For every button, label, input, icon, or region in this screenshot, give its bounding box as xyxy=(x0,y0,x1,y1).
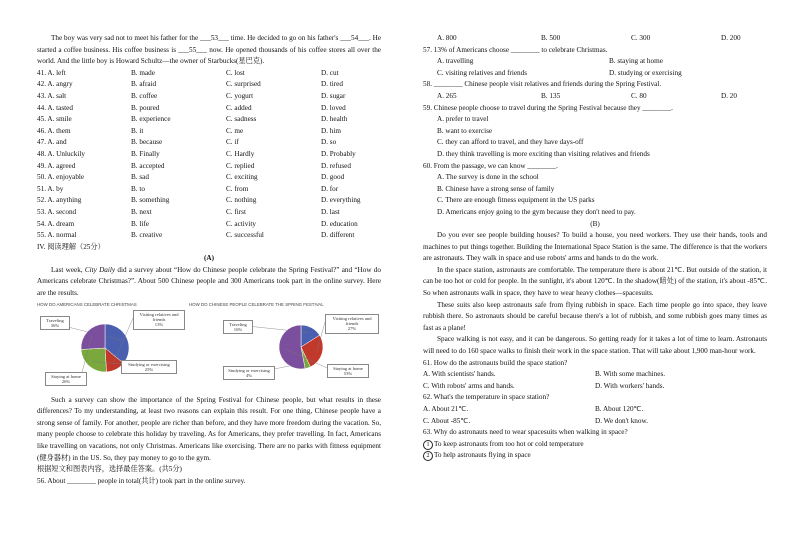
cloze-option: 54. A. dream xyxy=(37,219,75,228)
passage-b-para3: These suits also keep astronauts safe from flying rubbish in space. Each time people go into space, they leave rubbish there. So astronauts should be careful because there's a lot of rubbish, and some rubbish goes many times as fast as a plane! xyxy=(423,300,767,332)
q62-options-row2: C. About -85℃. D. We don't know. xyxy=(423,416,649,425)
cloze-row xyxy=(37,137,381,149)
chart-title: HOW DO AMERICANS CELEBRATE CHRISTMAS xyxy=(37,301,137,307)
question-58: 58. ________ Chinese people visit relatives and friends during the Spring Festival. xyxy=(423,80,662,89)
cloze-option: 45. A. smile xyxy=(37,115,72,124)
question-63: 63. Why do astronauts need to wear spacesuits when walking in space? xyxy=(423,428,628,437)
passage-a-para2: Such a survey can show the importance of the Spring Festival for Chinese people, but what results in these differences? To my understanding, at least two reasons can explain this result. For one thing, Chinese people have a strong sense of family. For another, people are richer than before, and they have more freedom during the vacation. So, many people choose to celebrate this holiday by traveling. As for Americans, they prefer travelling. In fact, Americans like travelling on vacations, not only Christmas. Americans like exercising. There are no parks with fitness equipment (健身器材) in the US. So, they pay money to go to the gym. xyxy=(37,395,381,462)
cloze-row xyxy=(37,172,381,184)
slice-label: Studying or exercising 4% xyxy=(223,366,275,381)
q56-options xyxy=(423,33,767,45)
cloze-row xyxy=(37,126,381,138)
cloze-row xyxy=(37,230,381,242)
cloze-option: B. Finally xyxy=(131,149,160,158)
cloze-option: B. made xyxy=(131,68,155,77)
cloze-option: D. health xyxy=(321,115,348,124)
cloze-option: 49. A. agreed xyxy=(37,161,76,170)
option: D. 20 xyxy=(721,91,737,100)
cloze-option: B. life xyxy=(131,219,149,228)
right-column xyxy=(423,33,767,462)
cloze-option: D. so xyxy=(321,138,337,147)
cloze-option: C. exciting xyxy=(226,173,258,182)
cloze-option: B. to xyxy=(131,184,145,193)
pie-slice xyxy=(279,325,305,369)
cloze-options xyxy=(37,68,381,242)
cloze-option: D. education xyxy=(321,219,358,228)
question-57: 57. 13% of Americans choose ________ to celebrate Christmas. xyxy=(423,45,608,54)
cloze-option: 42. A. angry xyxy=(37,80,73,89)
cloze-option: B. sad xyxy=(131,173,149,182)
q63-option-2: 2 To help astronauts flying in space xyxy=(423,450,767,462)
cloze-option: C. successful xyxy=(226,231,264,240)
option: C. 80 xyxy=(631,91,647,100)
cloze-option: B. accepted xyxy=(131,161,165,170)
cloze-option: C. nothing xyxy=(226,196,257,205)
q60-option-a: A. The survey is done in the school xyxy=(437,173,539,182)
cloze-row xyxy=(37,207,381,219)
cloze-option: C. lost xyxy=(226,68,245,77)
cloze-option: C. added xyxy=(226,103,252,112)
passage-b-para2: In the space station, astronauts are comfortable. The temperature there is about 21℃. But outside of the station, it can be too hot or cold for people. In the sunlight, it's about 120℃. In the shadow(暗处) of the station, it's about -85℃. So when astronauts walk in space, they have to wear heavy clothes—spacesuits. xyxy=(423,265,767,298)
cloze-option: B. something xyxy=(131,196,170,205)
cloze-option: B. afraid xyxy=(131,80,157,89)
cloze-option: 50. A. enjoyable xyxy=(37,173,85,182)
question-62: 62. What's the temperature in space station? xyxy=(423,393,550,402)
option: A. 800 xyxy=(437,34,457,42)
cloze-option: D. Probably xyxy=(321,149,356,158)
q63-option-1: 1 To keep astronauts from too hot or cold temperature xyxy=(423,439,767,451)
circled-number: 1 xyxy=(423,440,433,450)
cloze-option: C. surprised xyxy=(226,80,261,89)
cloze-option: C. replied xyxy=(226,161,255,170)
cloze-option: B. poured xyxy=(131,103,160,112)
cloze-option: D. loved xyxy=(321,103,346,112)
q59-option-b: B. want to exercise xyxy=(437,126,493,135)
chart-americans xyxy=(37,302,187,392)
slice-label: Visiting relatives and friends 13% xyxy=(133,310,185,330)
cloze-option: D. last xyxy=(321,207,340,216)
cloze-option: 51. A. by xyxy=(37,184,64,193)
cloze-option: C. first xyxy=(226,207,246,216)
slice-label: Traveling 36% xyxy=(40,316,70,331)
cloze-row xyxy=(37,79,381,91)
passage-a-para1: Last week, City Daily did a survey about “How do Chinese people celebrate the Spring Festival?” and “How do Americans celebrate Christmas?”. About 500 Chinese people and 300 Americans took part in the online survey. Here are the results. xyxy=(37,265,381,298)
cloze-option: D. cut xyxy=(321,68,339,77)
cloze-row xyxy=(37,91,381,103)
question-instruction: 根据短文和图表内容，选择最佳答案。(共5分) xyxy=(37,465,182,474)
option: B. 135 xyxy=(541,91,561,100)
passage-b-label: (B) xyxy=(590,219,600,228)
cloze-option: D. refused xyxy=(321,161,351,170)
option: A. 265 xyxy=(437,91,457,100)
slice-label: Studying or exercising 25% xyxy=(121,360,177,375)
passage-b-para4: Space walking is not easy, and it can be dangerous. So getting ready for it takes a lot of time to learn. Astronauts will need to do 160 space walks to finish their work in the space station. That will take about 1,900 man-hour work. xyxy=(423,335,767,356)
question-61: 61. How do the astronauts build the space station? xyxy=(423,358,568,367)
q57-options-row1: A. travelling B. staying at home xyxy=(437,57,663,66)
pie-slice xyxy=(81,324,105,350)
survey-charts xyxy=(37,302,381,392)
cloze-option: D. everything xyxy=(321,196,361,205)
cloze-option: 52. A. anything xyxy=(37,196,82,205)
q59-option-c: C. they can afford to travel, and they have days-off xyxy=(437,138,584,147)
q62-options-row1: A. About 21℃. B. About 120℃. xyxy=(423,405,644,413)
slice-label: Staying at home 53% xyxy=(327,364,369,379)
cloze-option: 48. A. Unluckily xyxy=(37,149,85,158)
q59-option-d: D. they think travelling is more exciting than visiting relatives and friends xyxy=(437,149,650,158)
cloze-option: B. coffee xyxy=(131,91,158,100)
cloze-option: D. tired xyxy=(321,80,343,89)
q60-option-c: C. There are enough fitness equipment in the US parks xyxy=(437,196,595,205)
q60-option-b: B. Chinese have a strong sense of family xyxy=(437,184,555,193)
cloze-row xyxy=(37,195,381,207)
cloze-option: B. experience xyxy=(131,115,171,124)
cloze-option: B. because xyxy=(131,138,163,147)
cloze-option: B. next xyxy=(131,207,152,216)
cloze-row xyxy=(37,161,381,173)
slice-label: Traveling 16% xyxy=(223,320,253,335)
cloze-row xyxy=(37,103,381,115)
q57-options-row2: C. visiting relatives and friends D. studying or exercising xyxy=(437,68,682,77)
cloze-row xyxy=(37,149,381,161)
slice-label: Staying at home 26% xyxy=(45,372,87,387)
q58-options xyxy=(423,91,767,103)
cloze-option: C. me xyxy=(226,126,244,135)
cloze-option: D. him xyxy=(321,126,341,135)
cloze-option: D. sugar xyxy=(321,91,346,100)
section-heading: IV. 阅读理解（25分） xyxy=(37,242,105,251)
cloze-option: 44. A. tasted xyxy=(37,103,73,112)
passage-a-label: (A) xyxy=(204,254,214,263)
cloze-option: C. Hardly xyxy=(226,149,255,158)
option: C. 300 xyxy=(631,34,651,42)
chart-chinese xyxy=(189,302,381,392)
q60-option-d: D. Americans enjoy going to the gym because they don't need to pay. xyxy=(437,207,636,216)
option: D. 200 xyxy=(721,34,741,42)
cloze-option: B. creative xyxy=(131,231,163,240)
left-column xyxy=(37,33,381,487)
cloze-option: B. it xyxy=(131,126,144,135)
passage-b-para1: Do you ever see people building houses? To build a house, you need workers. They use their hands, tools and machines to put things together. Building the International Space Station is the same. The difference is that the workers are astronauts. They walk in space and use robots' arms and hands to do the work. xyxy=(423,231,767,263)
q61-options-row2: C. With robots' arms and hands. D. With workers' hands. xyxy=(423,381,665,390)
cloze-option: C. activity xyxy=(226,219,256,228)
cloze-row xyxy=(37,68,381,80)
cloze-option: D. different xyxy=(321,231,355,240)
circled-number: 2 xyxy=(423,451,433,461)
cloze-option: C. yogurt xyxy=(226,91,254,100)
cloze-option: D. good xyxy=(321,173,345,182)
option: B. 500 xyxy=(541,34,561,42)
pie-slice xyxy=(81,348,106,372)
cloze-option: C. from xyxy=(226,184,249,193)
cloze-option: 41. A. left xyxy=(37,68,66,77)
cloze-row xyxy=(37,184,381,196)
cloze-option: 47. A. and xyxy=(37,138,67,147)
q61-options-row1: A. With scientists' hands. B. With some machines. xyxy=(423,370,666,379)
question-59: 59. Chinese people choose to travel during the Spring Festival because they ________. xyxy=(423,103,673,112)
question-60: 60. From the passage, we can know ________. xyxy=(423,161,558,170)
q59-option-a: A. prefer to travel xyxy=(437,115,489,124)
slice-label: Visiting relatives and friends 27% xyxy=(325,314,379,334)
cloze-option: C. sadness xyxy=(226,115,257,124)
cloze-option: D. for xyxy=(321,184,339,193)
cloze-option: 55. A. normal xyxy=(37,231,77,240)
cloze-row xyxy=(37,114,381,126)
cloze-option: 46. A. them xyxy=(37,126,71,135)
cloze-option: C. if xyxy=(226,138,239,147)
cloze-option: 53. A. second xyxy=(37,207,77,216)
cloze-option: 43. A. salt xyxy=(37,91,67,100)
passage-intro: The boy was very sad not to meet his father for the ___53___ time. He decided to go on his father's ___54___. He started a coffee business. His coffee business is ___55___ now. He opened thousands of his coffee stores all over the world. And the little boy is Howard Schultz—the owner of Starbucks(星巴克). xyxy=(37,34,382,66)
chart-title: HOW DO CHINESE PEOPLE CELEBRATE THE SPRING FESTIVAL xyxy=(189,301,324,307)
cloze-row xyxy=(37,219,381,231)
question-56: 56. About ________ people in total(共计) took part in the online survey. xyxy=(37,476,246,485)
